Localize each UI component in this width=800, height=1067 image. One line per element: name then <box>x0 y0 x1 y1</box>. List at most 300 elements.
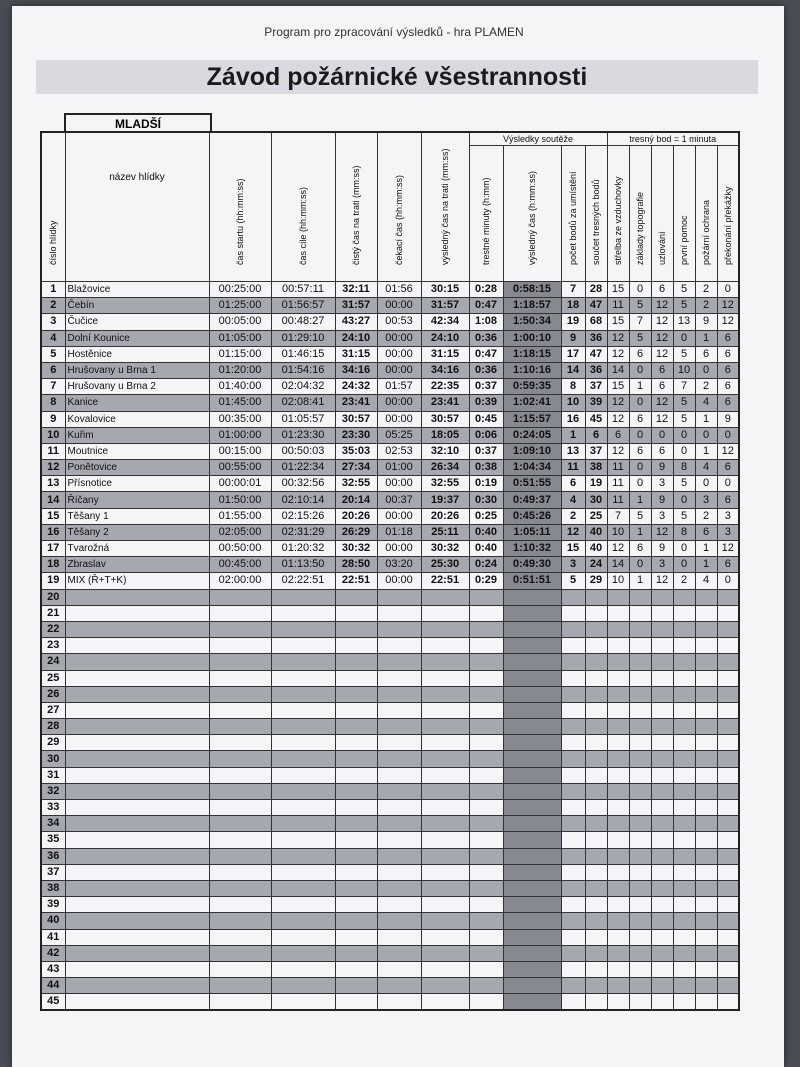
cell-finish: 01:20:32 <box>271 541 335 557</box>
cell-p-5: 6 <box>717 395 739 411</box>
cell-p-3 <box>673 880 695 896</box>
cell-pts <box>561 816 585 832</box>
cell-pts: 6 <box>561 476 585 492</box>
cell-finish <box>271 945 335 961</box>
cell-wait <box>377 767 421 783</box>
cell-final: 0:49:37 <box>503 492 561 508</box>
cell-pts: 10 <box>561 395 585 411</box>
cell-n: 13 <box>41 476 65 492</box>
col-shooting: střelba ze vzduchovky <box>607 146 629 282</box>
cell-n: 19 <box>41 573 65 589</box>
table-row <box>41 443 739 459</box>
cell-p-3: 5 <box>673 508 695 524</box>
cell-pen: 0:36 <box>469 362 503 378</box>
cell-final: 1:50:34 <box>503 314 561 330</box>
cell-p-0 <box>607 638 629 654</box>
cell-pts <box>561 605 585 621</box>
cell-p-1 <box>629 735 651 751</box>
cell-p-2 <box>651 961 673 977</box>
cell-p-0: 6 <box>607 427 629 443</box>
cell-p-3: 0 <box>673 541 695 557</box>
cell-n: 40 <box>41 913 65 929</box>
cell-p-0: 12 <box>607 443 629 459</box>
cell-p-4 <box>695 800 717 816</box>
table-row <box>41 460 739 476</box>
cell-finish <box>271 800 335 816</box>
cell-final <box>503 800 561 816</box>
cell-p-5 <box>717 800 739 816</box>
cell-p-4 <box>695 735 717 751</box>
cell-finish <box>271 994 335 1011</box>
cell-wait: 03:20 <box>377 557 421 573</box>
cell-start <box>209 686 271 702</box>
cell-net: 24:32 <box>335 379 377 395</box>
cell-p-2 <box>651 719 673 735</box>
cell-p-1: 0 <box>629 362 651 378</box>
cell-wait <box>377 913 421 929</box>
cell-wait: 01:00 <box>377 460 421 476</box>
cell-p-3 <box>673 816 695 832</box>
cell-final <box>503 767 561 783</box>
cell-start: 01:45:00 <box>209 395 271 411</box>
cell-sum: 28 <box>585 282 607 298</box>
cell-wait <box>377 848 421 864</box>
cell-start <box>209 978 271 994</box>
col-net: čistý čas na trati (mm:ss) <box>335 132 377 282</box>
cell-p-4: 4 <box>695 460 717 476</box>
cell-pen <box>469 832 503 848</box>
cell-wait <box>377 929 421 945</box>
cell-sum: 40 <box>585 541 607 557</box>
cell-pts: 4 <box>561 492 585 508</box>
cell-p-2: 12 <box>651 573 673 589</box>
cell-net: 31:57 <box>335 298 377 314</box>
cell-p-0 <box>607 929 629 945</box>
cell-pts: 11 <box>561 460 585 476</box>
cell-p-3: 0 <box>673 492 695 508</box>
cell-final: 0:51:51 <box>503 573 561 589</box>
cell-p-5: 6 <box>717 492 739 508</box>
cell-n: 41 <box>41 929 65 945</box>
cell-start <box>209 719 271 735</box>
cell-sum <box>585 913 607 929</box>
cell-wait <box>377 751 421 767</box>
cell-p-5 <box>717 783 739 799</box>
table-row <box>41 476 739 492</box>
col-final: výsledný čas (h:mm:ss) <box>503 146 561 282</box>
cell-final: 1:18:57 <box>503 298 561 314</box>
cell-p-5: 6 <box>717 362 739 378</box>
cell-p-2: 3 <box>651 508 673 524</box>
cell-wait: 00:00 <box>377 411 421 427</box>
cell-final <box>503 783 561 799</box>
table-row <box>41 767 739 783</box>
cell-pts <box>561 670 585 686</box>
cell-wait: 00:00 <box>377 346 421 362</box>
cell-p-4 <box>695 848 717 864</box>
cell-pen: 0:47 <box>469 298 503 314</box>
cell-res <box>421 961 469 977</box>
cell-pen <box>469 848 503 864</box>
cell-pts <box>561 864 585 880</box>
cell-p-5 <box>717 735 739 751</box>
cell-start: 00:00:01 <box>209 476 271 492</box>
cell-net: 43:27 <box>335 314 377 330</box>
cell-p-5 <box>717 621 739 637</box>
cell-p-5: 6 <box>717 460 739 476</box>
cell-p-0 <box>607 589 629 605</box>
cell-pts <box>561 880 585 896</box>
cell-net <box>335 605 377 621</box>
cell-finish <box>271 816 335 832</box>
cell-p-1 <box>629 767 651 783</box>
cell-final <box>503 621 561 637</box>
cell-final <box>503 686 561 702</box>
table-row <box>41 621 739 637</box>
cell-p-3 <box>673 719 695 735</box>
cell-finish: 01:13:50 <box>271 557 335 573</box>
cell-finish <box>271 719 335 735</box>
cell-res <box>421 621 469 637</box>
cell-finish <box>271 864 335 880</box>
cell-pen: 0:29 <box>469 573 503 589</box>
cell-p-2: 6 <box>651 362 673 378</box>
cell-p-0 <box>607 719 629 735</box>
cell-p-5 <box>717 751 739 767</box>
cell-p-4 <box>695 638 717 654</box>
cell-p-1 <box>629 654 651 670</box>
cell-p-4: 0 <box>695 362 717 378</box>
cell-wait <box>377 816 421 832</box>
cell-wait <box>377 654 421 670</box>
cell-pts <box>561 832 585 848</box>
cell-name: Hostěnice <box>65 346 209 362</box>
cell-name <box>65 978 209 994</box>
cell-res <box>421 686 469 702</box>
cell-n: 33 <box>41 800 65 816</box>
cell-wait: 00:00 <box>377 395 421 411</box>
cell-p-2: 9 <box>651 492 673 508</box>
cell-finish <box>271 686 335 702</box>
cell-net <box>335 751 377 767</box>
cell-pen: 0:06 <box>469 427 503 443</box>
cell-pts: 14 <box>561 362 585 378</box>
table-row <box>41 994 739 1011</box>
cell-wait <box>377 605 421 621</box>
cell-net <box>335 686 377 702</box>
cell-n: 24 <box>41 654 65 670</box>
cell-finish <box>271 848 335 864</box>
cell-p-5: 12 <box>717 443 739 459</box>
cell-finish <box>271 654 335 670</box>
cell-p-3: 0 <box>673 443 695 459</box>
cell-p-5 <box>717 880 739 896</box>
cell-p-1: 0 <box>629 476 651 492</box>
cell-p-5: 6 <box>717 330 739 346</box>
cell-net <box>335 897 377 913</box>
cell-final <box>503 751 561 767</box>
cell-pts: 7 <box>561 282 585 298</box>
cell-p-1: 0 <box>629 395 651 411</box>
cell-name <box>65 654 209 670</box>
cell-net: 32:55 <box>335 476 377 492</box>
cell-p-3: 5 <box>673 411 695 427</box>
cell-final: 1:04:34 <box>503 460 561 476</box>
cell-name <box>65 929 209 945</box>
cell-pen: 0:30 <box>469 492 503 508</box>
cell-pen <box>469 638 503 654</box>
cell-p-2: 12 <box>651 524 673 540</box>
cell-p-0 <box>607 832 629 848</box>
cell-p-2 <box>651 589 673 605</box>
cell-n: 30 <box>41 751 65 767</box>
cell-pts: 13 <box>561 443 585 459</box>
cell-pts <box>561 735 585 751</box>
cell-p-3: 7 <box>673 379 695 395</box>
cell-n: 28 <box>41 719 65 735</box>
cell-p-2: 6 <box>651 379 673 395</box>
cell-p-2 <box>651 816 673 832</box>
cell-p-4: 2 <box>695 379 717 395</box>
cell-p-0 <box>607 654 629 670</box>
cell-res: 30:57 <box>421 411 469 427</box>
cell-p-0: 14 <box>607 362 629 378</box>
cell-finish: 02:04:32 <box>271 379 335 395</box>
cell-finish: 02:08:41 <box>271 395 335 411</box>
cell-final <box>503 589 561 605</box>
cell-p-2: 3 <box>651 557 673 573</box>
cell-pts <box>561 848 585 864</box>
table-row <box>41 298 739 314</box>
cell-p-2 <box>651 978 673 994</box>
cell-start <box>209 735 271 751</box>
cell-p-0: 12 <box>607 541 629 557</box>
cell-p-5 <box>717 945 739 961</box>
cell-p-2 <box>651 783 673 799</box>
cell-name: Hrušovany u Brna 1 <box>65 362 209 378</box>
cell-finish <box>271 880 335 896</box>
cell-wait: 01:56 <box>377 282 421 298</box>
cell-p-1: 6 <box>629 411 651 427</box>
cell-net <box>335 913 377 929</box>
cell-n: 1 <box>41 282 65 298</box>
cell-res <box>421 880 469 896</box>
cell-name: Hrušovany u Brna 2 <box>65 379 209 395</box>
table-row <box>41 897 739 913</box>
cell-wait: 00:53 <box>377 314 421 330</box>
cell-sum: 40 <box>585 524 607 540</box>
cell-name <box>65 897 209 913</box>
cell-sum <box>585 864 607 880</box>
cell-p-1: 5 <box>629 298 651 314</box>
cell-wait <box>377 686 421 702</box>
cell-p-3 <box>673 864 695 880</box>
cell-n: 29 <box>41 735 65 751</box>
cell-wait: 00:00 <box>377 298 421 314</box>
results-table <box>40 131 740 1011</box>
cell-finish: 01:22:34 <box>271 460 335 476</box>
cell-finish: 01:56:57 <box>271 298 335 314</box>
cell-name <box>65 719 209 735</box>
cell-wait: 00:00 <box>377 541 421 557</box>
table-row <box>41 346 739 362</box>
cell-net: 28:50 <box>335 557 377 573</box>
cell-p-1 <box>629 929 651 945</box>
cell-net <box>335 816 377 832</box>
cell-wait: 00:00 <box>377 508 421 524</box>
table-row <box>41 427 739 443</box>
cell-start <box>209 994 271 1011</box>
cell-n: 14 <box>41 492 65 508</box>
table-row <box>41 929 739 945</box>
cell-pen: 0:24 <box>469 557 503 573</box>
cell-p-0 <box>607 978 629 994</box>
cell-p-2 <box>651 686 673 702</box>
cell-p-5 <box>717 929 739 945</box>
cell-finish: 01:23:30 <box>271 427 335 443</box>
cell-net: 20:14 <box>335 492 377 508</box>
cell-start <box>209 783 271 799</box>
cell-pts <box>561 800 585 816</box>
cell-p-3 <box>673 638 695 654</box>
cell-sum: 25 <box>585 508 607 524</box>
cell-sum <box>585 638 607 654</box>
cell-pts: 18 <box>561 298 585 314</box>
cell-finish: 00:57:11 <box>271 282 335 298</box>
cell-start: 01:50:00 <box>209 492 271 508</box>
cell-pts: 3 <box>561 557 585 573</box>
cell-p-3 <box>673 735 695 751</box>
cell-sum <box>585 751 607 767</box>
cell-n: 10 <box>41 427 65 443</box>
table-row <box>41 864 739 880</box>
cell-sum: 68 <box>585 314 607 330</box>
cell-sum: 47 <box>585 346 607 362</box>
cell-finish: 02:10:14 <box>271 492 335 508</box>
cell-final <box>503 978 561 994</box>
cell-p-3 <box>673 702 695 718</box>
cell-net: 30:32 <box>335 541 377 557</box>
cell-start <box>209 589 271 605</box>
cell-n: 42 <box>41 945 65 961</box>
cell-pts <box>561 638 585 654</box>
cell-name: Kovalovice <box>65 411 209 427</box>
cell-start <box>209 864 271 880</box>
cell-p-4: 3 <box>695 492 717 508</box>
table-row <box>41 961 739 977</box>
col-finish: čas cíle (hh:mm:ss) <box>271 132 335 282</box>
cell-p-5: 0 <box>717 476 739 492</box>
cell-p-5 <box>717 589 739 605</box>
cell-p-4: 1 <box>695 541 717 557</box>
cell-p-3 <box>673 621 695 637</box>
cell-p-4: 1 <box>695 330 717 346</box>
cell-final: 0:24:05 <box>503 427 561 443</box>
cell-p-5: 12 <box>717 314 739 330</box>
cell-p-0 <box>607 670 629 686</box>
cell-p-4 <box>695 994 717 1011</box>
cell-finish: 02:15:26 <box>271 508 335 524</box>
cell-p-2 <box>651 864 673 880</box>
cell-pen <box>469 702 503 718</box>
cell-p-4 <box>695 767 717 783</box>
cell-pen: 0:40 <box>469 524 503 540</box>
cell-p-0 <box>607 735 629 751</box>
cell-start <box>209 913 271 929</box>
cell-p-1: 6 <box>629 443 651 459</box>
cell-p-5 <box>717 864 739 880</box>
cell-net <box>335 880 377 896</box>
cell-n: 34 <box>41 816 65 832</box>
cell-res <box>421 816 469 832</box>
cell-n: 27 <box>41 702 65 718</box>
cell-final: 1:15:57 <box>503 411 561 427</box>
cell-start: 01:05:00 <box>209 330 271 346</box>
cell-sum <box>585 961 607 977</box>
cell-finish: 00:32:56 <box>271 476 335 492</box>
cell-wait: 00:00 <box>377 573 421 589</box>
cell-p-2 <box>651 702 673 718</box>
cell-wait <box>377 897 421 913</box>
cell-finish <box>271 605 335 621</box>
cell-wait: 01:18 <box>377 524 421 540</box>
cell-p-2 <box>651 638 673 654</box>
cell-pen: 0:25 <box>469 508 503 524</box>
cell-p-1: 6 <box>629 541 651 557</box>
cell-name <box>65 783 209 799</box>
cell-p-0: 12 <box>607 330 629 346</box>
cell-pen: 0:36 <box>469 330 503 346</box>
cell-res <box>421 994 469 1011</box>
cell-start <box>209 605 271 621</box>
cell-p-2: 9 <box>651 460 673 476</box>
cell-res: 26:34 <box>421 460 469 476</box>
cell-p-0 <box>607 816 629 832</box>
cell-p-4 <box>695 719 717 735</box>
cell-n: 23 <box>41 638 65 654</box>
cell-pen <box>469 767 503 783</box>
cell-p-5 <box>717 897 739 913</box>
table-row <box>41 913 739 929</box>
cell-pen <box>469 621 503 637</box>
cell-wait <box>377 621 421 637</box>
cell-final: 1:05:11 <box>503 524 561 540</box>
cell-pts <box>561 702 585 718</box>
cell-net <box>335 654 377 670</box>
cell-p-1 <box>629 832 651 848</box>
cell-n: 25 <box>41 670 65 686</box>
cell-p-5 <box>717 961 739 977</box>
cell-sum <box>585 767 607 783</box>
cell-sum <box>585 654 607 670</box>
cell-res: 25:30 <box>421 557 469 573</box>
cell-sum <box>585 848 607 864</box>
cell-res <box>421 945 469 961</box>
cell-p-1 <box>629 913 651 929</box>
cell-p-0: 15 <box>607 314 629 330</box>
cell-pen <box>469 735 503 751</box>
cell-sum <box>585 880 607 896</box>
cell-name <box>65 621 209 637</box>
cell-pen <box>469 929 503 945</box>
cell-p-2 <box>651 913 673 929</box>
cell-p-3 <box>673 654 695 670</box>
cell-res <box>421 605 469 621</box>
cell-res: 32:10 <box>421 443 469 459</box>
cell-p-2 <box>651 832 673 848</box>
cell-name <box>65 913 209 929</box>
cell-pts: 8 <box>561 379 585 395</box>
